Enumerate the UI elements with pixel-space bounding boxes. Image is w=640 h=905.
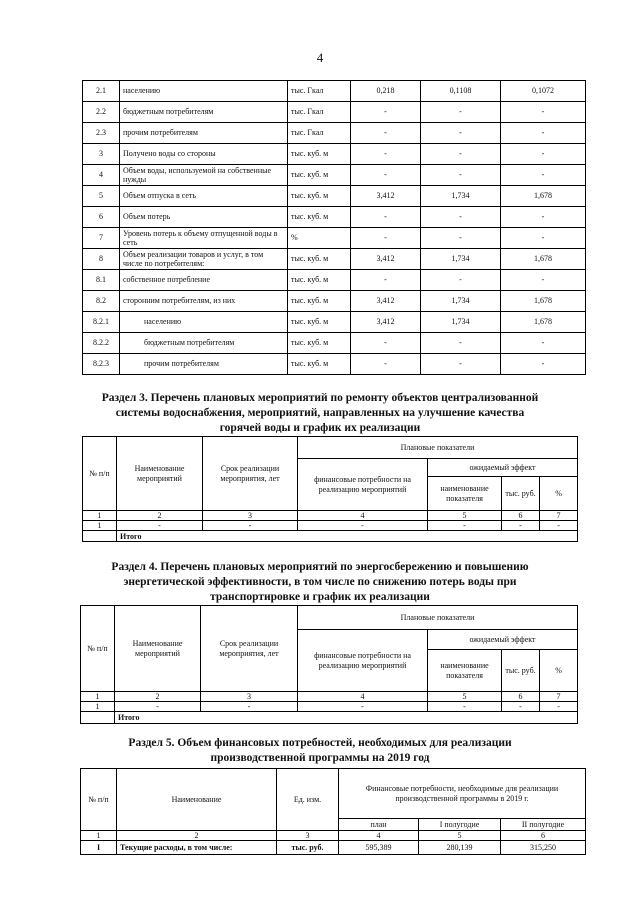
row-name: населению (120, 81, 288, 102)
data-cell: - (428, 702, 502, 712)
row-unit: тыс. куб. м (288, 270, 351, 291)
col-num-header: № п/п (83, 437, 117, 511)
page-number: 4 (316, 50, 324, 65)
row-value-1: 3,412 (351, 312, 421, 333)
row-name: сторонним потребителям, из них (120, 291, 288, 312)
index-cell: 5 (428, 511, 502, 521)
section-5-table (80, 768, 586, 855)
s5-col-name: Наименование (117, 769, 277, 831)
row-value-2: - (421, 207, 501, 228)
col-plan-header: Плановые показатели (298, 437, 578, 459)
table-row (83, 186, 586, 207)
row-value-2: - (421, 165, 501, 186)
row-value-3: 1,678 (501, 186, 586, 207)
row-num: 2.3 (83, 123, 120, 144)
row-value-1: 0,218 (351, 81, 421, 102)
s5-col-unit: Ед. изм. (277, 769, 339, 831)
index-cell: 6 (501, 831, 586, 841)
index-cell: 3 (277, 831, 339, 841)
section-4-table (80, 605, 578, 724)
table-row (83, 354, 586, 375)
row-value-3: 1,678 (501, 291, 586, 312)
row-name: прочим потребителям (120, 123, 288, 144)
col-name-header: Наименование мероприятий (117, 437, 203, 511)
row-value-3: - (501, 165, 586, 186)
index-cell: 2 (117, 511, 203, 521)
s5-row-h1: 280,139 (419, 841, 501, 855)
row-value-2: - (421, 270, 501, 291)
row-value-3: 1,678 (501, 249, 586, 270)
col-fin-header: финансовые потребности на реализацию мероприятий (298, 630, 428, 692)
data-cell: - (203, 521, 298, 531)
row-num: 3 (83, 144, 120, 165)
row-value-3: - (501, 144, 586, 165)
col-ind-header: наименование показателя (428, 477, 502, 511)
index-row (81, 692, 578, 702)
col-effect-header: ожидаемый эффект (428, 630, 578, 650)
row-num: 2.1 (83, 81, 120, 102)
index-cell: 1 (83, 511, 117, 521)
col-rub-header: тыс. руб. (502, 650, 540, 692)
data-cell: 1 (83, 521, 117, 531)
row-value-1: - (351, 207, 421, 228)
index-cell: 1 (81, 831, 117, 841)
row-num: 7 (83, 228, 120, 249)
s5-col-h2: II полугодие (501, 819, 586, 831)
index-cell: 7 (540, 692, 578, 702)
s5-col-fin: Финансовые потребности, необходимые для реализации производственной программы в 2019 г. (339, 769, 586, 819)
table-row (83, 228, 586, 249)
table-row (83, 312, 586, 333)
table-row (83, 207, 586, 228)
row-unit: тыс. куб. м (288, 165, 351, 186)
index-cell: 3 (201, 692, 298, 702)
row-value-1: 3,412 (351, 249, 421, 270)
data-cell: - (201, 702, 298, 712)
row-value-1: 3,412 (351, 291, 421, 312)
section-5-title: Раздел 5. Объем финансовых потребностей, необходимых для реализации производственной программы на 2019 год (128, 737, 512, 764)
index-cell: 7 (540, 511, 578, 521)
row-unit: тыс. куб. м (288, 333, 351, 354)
row-unit: тыс. куб. м (288, 186, 351, 207)
col-pct-header: % (540, 477, 578, 511)
row-value-3: - (501, 228, 586, 249)
row-value-3: - (501, 270, 586, 291)
col-num-header: № п/п (81, 606, 115, 692)
index-cell: 5 (419, 831, 501, 841)
row-num: 8.2 (83, 291, 120, 312)
s5-row-h2: 315,250 (501, 841, 586, 855)
row-name: Получено воды со стороны (120, 144, 288, 165)
index-cell: 5 (428, 692, 502, 702)
row-name: прочим потребителям (120, 354, 288, 375)
row-unit: тыс. куб. м (288, 312, 351, 333)
row-num: 8.1 (83, 270, 120, 291)
section-3-table (82, 436, 578, 542)
row-value-2: - (421, 228, 501, 249)
row-value-2: - (421, 333, 501, 354)
data-cell: - (117, 521, 203, 531)
row-value-2: 1,734 (421, 186, 501, 207)
index-cell: 6 (502, 511, 540, 521)
data-cell: - (298, 702, 428, 712)
row-name: Объем реализации товаров и услуг, в том числе по потребителям: (120, 249, 288, 270)
col-effect-header: ожидаемый эффект (428, 459, 578, 477)
row-num: 4 (83, 165, 120, 186)
s5-row-plan: 595,389 (339, 841, 419, 855)
row-num: 8.2.1 (83, 312, 120, 333)
total-label: Итого (117, 531, 578, 542)
s5-index-row (81, 831, 586, 841)
row-unit: тыс. куб. м (288, 291, 351, 312)
row-value-1: - (351, 270, 421, 291)
row-value-2: - (421, 123, 501, 144)
row-name: Уровень потерь к объему отпущенной воды в сеть (120, 228, 288, 249)
table-row (83, 165, 586, 186)
row-value-1: - (351, 333, 421, 354)
row-unit: тыс. Гкал (288, 81, 351, 102)
index-cell: 4 (298, 692, 428, 702)
section-3-title: Раздел 3. Перечень плановых мероприятий по ремонту объектов централизованной системы водоснабжения, мероприятий, направленных на улучшение качества горячей воды и график их реализации (101, 392, 539, 434)
total-label: Итого (115, 712, 578, 724)
row-name: бюджетным потребителям (120, 333, 288, 354)
data-cell: 1 (81, 702, 115, 712)
row-name: бюджетным потребителям (120, 102, 288, 123)
row-num: 6 (83, 207, 120, 228)
row-value-3: 1,678 (501, 312, 586, 333)
col-plan-header: Плановые показатели (298, 606, 578, 630)
row-num: 8 (83, 249, 120, 270)
row-value-1: - (351, 165, 421, 186)
row-value-2: - (421, 354, 501, 375)
table-row (83, 270, 586, 291)
row-value-3: - (501, 207, 586, 228)
row-value-3: - (501, 333, 586, 354)
section-4-title: Раздел 4. Перечень плановых мероприятий по энергосбережению и повышению энергетической эффективности, в том числе по снижению потерь воды при транспортировке и график их реализации (111, 561, 529, 603)
data-row (81, 702, 578, 712)
indicators-table (82, 80, 586, 375)
data-row (83, 521, 578, 531)
col-fin-header: финансовые потребности на реализацию мероприятий (298, 459, 428, 511)
row-name: Объем потерь (120, 207, 288, 228)
row-unit: тыс. куб. м (288, 354, 351, 375)
row-value-1: - (351, 228, 421, 249)
col-term-header: Срок реализации мероприятия, лет (203, 437, 298, 511)
data-cell: - (502, 521, 540, 531)
col-name-header: Наименование мероприятий (115, 606, 201, 692)
row-num: 8.2.2 (83, 333, 120, 354)
index-cell: 3 (203, 511, 298, 521)
row-value-3: - (501, 102, 586, 123)
s5-row-num: I (81, 841, 117, 855)
table-row (83, 144, 586, 165)
data-cell: - (540, 521, 578, 531)
row-value-2: 1,734 (421, 312, 501, 333)
row-unit: тыс. куб. м (288, 249, 351, 270)
s5-col-num: № п/п (81, 769, 117, 831)
index-cell: 4 (339, 831, 419, 841)
row-num: 8.2.3 (83, 354, 120, 375)
row-value-2: 0,1108 (421, 81, 501, 102)
table-row (83, 81, 586, 102)
row-value-1: 3,412 (351, 186, 421, 207)
table-row (83, 102, 586, 123)
data-cell: - (428, 521, 502, 531)
table-row (83, 291, 586, 312)
data-cell: - (502, 702, 540, 712)
row-value-2: 1,734 (421, 291, 501, 312)
index-cell: 6 (502, 692, 540, 702)
index-cell: 2 (117, 831, 277, 841)
row-value-2: 1,734 (421, 249, 501, 270)
row-value-3: 0,1072 (501, 81, 586, 102)
row-name: собственное потребление (120, 270, 288, 291)
table-row (83, 249, 586, 270)
index-cell: 4 (298, 511, 428, 521)
row-num: 5 (83, 186, 120, 207)
col-pct-header: % (540, 650, 578, 692)
row-unit: тыс. Гкал (288, 123, 351, 144)
row-name: Объем воды, используемой на собственные нужды (120, 165, 288, 186)
row-value-1: - (351, 144, 421, 165)
s5-row-name: Текущие расходы, в том числе: (117, 841, 277, 855)
row-value-2: - (421, 144, 501, 165)
row-unit: тыс. куб. м (288, 207, 351, 228)
row-value-1: - (351, 123, 421, 144)
data-cell: - (540, 702, 578, 712)
row-unit: тыс. куб. м (288, 144, 351, 165)
table-row (83, 123, 586, 144)
col-rub-header: тыс. руб. (502, 477, 540, 511)
row-value-3: - (501, 354, 586, 375)
col-term-header: Срок реализации мероприятия, лет (201, 606, 298, 692)
row-value-3: - (501, 123, 586, 144)
row-unit: тыс. Гкал (288, 102, 351, 123)
row-unit: % (288, 228, 351, 249)
table-row (83, 333, 586, 354)
data-cell: - (298, 521, 428, 531)
index-cell: 1 (81, 692, 115, 702)
s5-row-unit: тыс. руб. (277, 841, 339, 855)
index-row (83, 511, 578, 521)
index-cell: 2 (115, 692, 201, 702)
row-num: 2.2 (83, 102, 120, 123)
col-ind-header: наименование показателя (428, 650, 502, 692)
row-value-1: - (351, 102, 421, 123)
row-value-1: - (351, 354, 421, 375)
row-name: Объем отпуска в сеть (120, 186, 288, 207)
row-name: населению (120, 312, 288, 333)
s5-col-plan: план (339, 819, 419, 831)
data-cell: - (115, 702, 201, 712)
row-value-2: - (421, 102, 501, 123)
s5-col-h1: I полугодие (419, 819, 501, 831)
